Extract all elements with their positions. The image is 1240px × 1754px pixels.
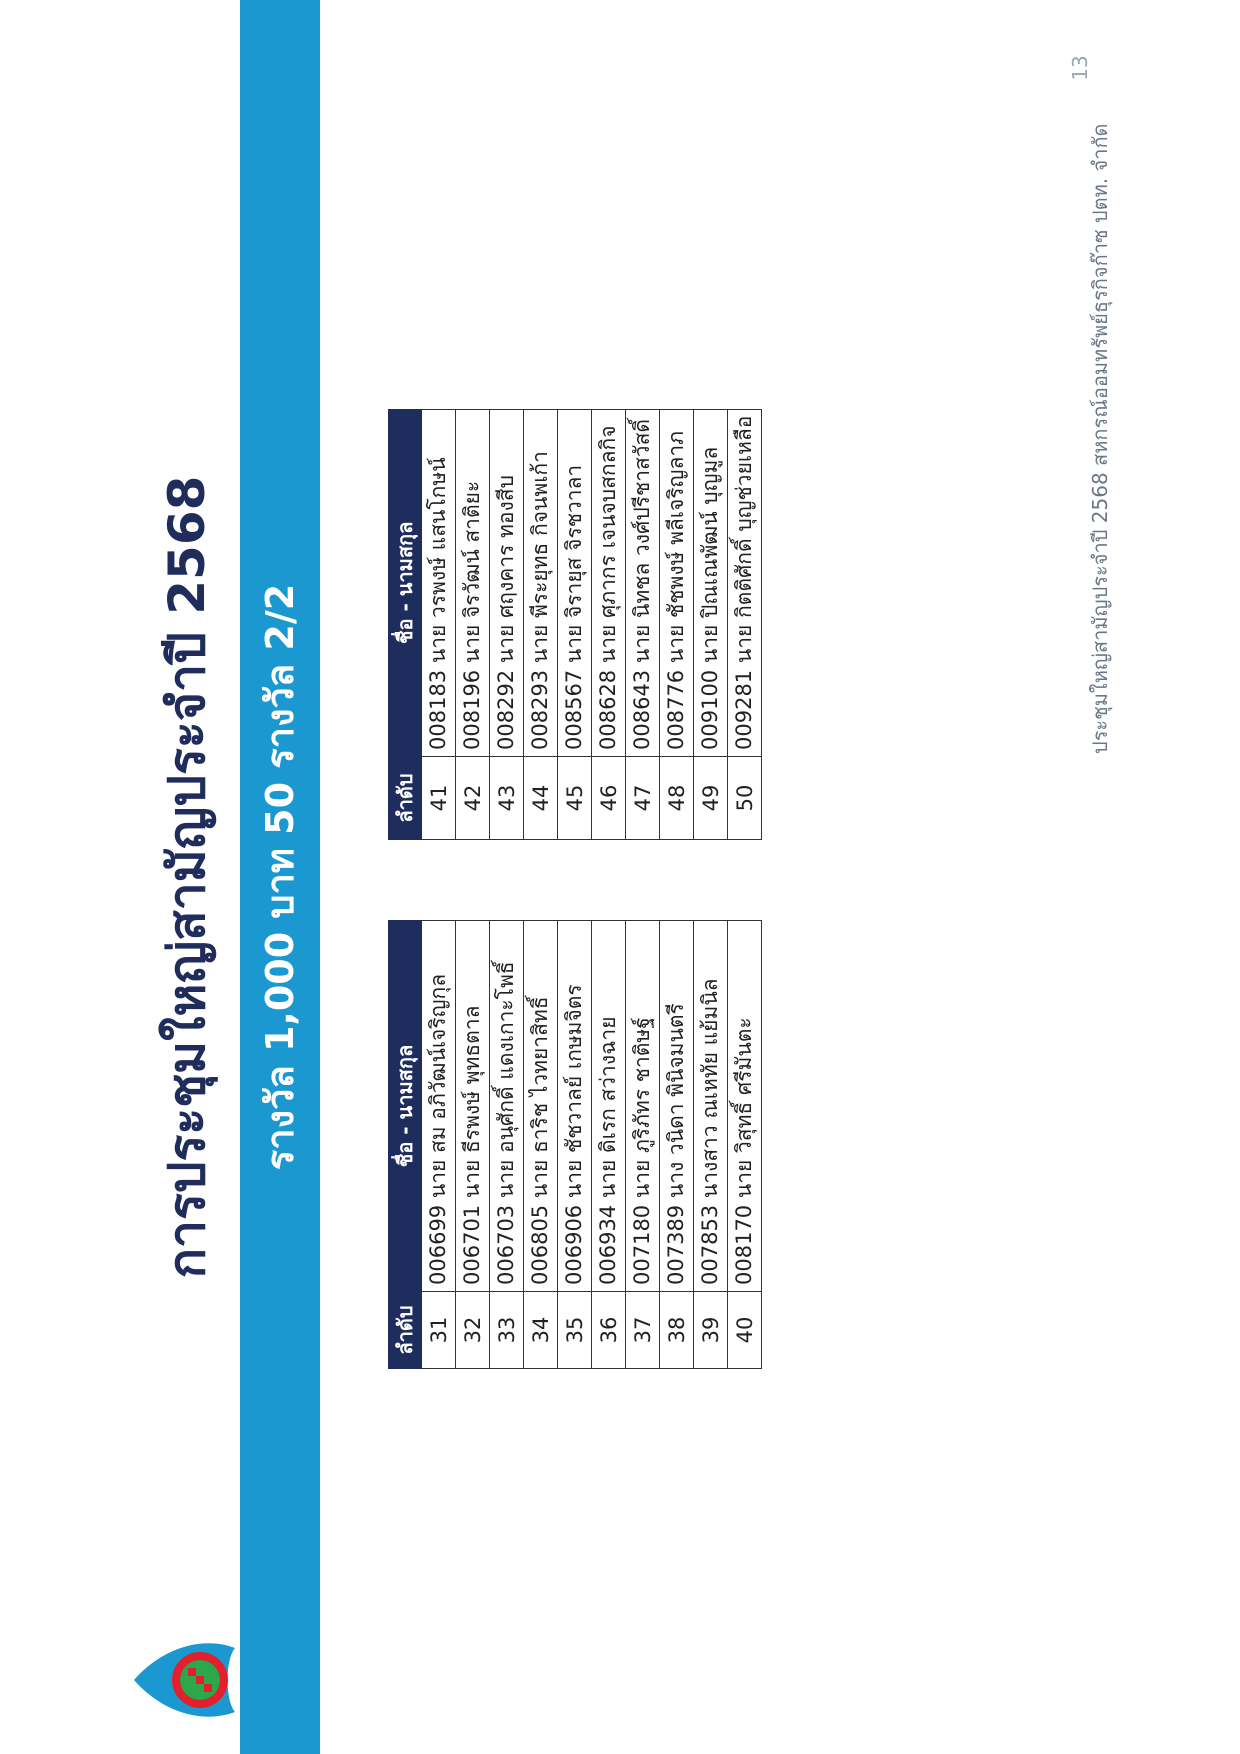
name-cell: 008183 นาย วรพงษ์ แสนโกษน์	[422, 409, 456, 756]
rank-cell: 33	[490, 1292, 524, 1369]
table-row	[558, 409, 592, 839]
name-cell: 008196 นาย จิรวัฒน์ สาติยะ	[456, 409, 490, 756]
col-header-name: ชื่อ - นามสกุล	[389, 921, 422, 1292]
name-cell: 006906 นาย ชัชวาลย์ เกษมจิตร	[558, 921, 592, 1292]
page-number: 13	[1068, 55, 1092, 81]
table-row	[728, 409, 762, 839]
table-row	[626, 409, 660, 839]
rank-cell: 38	[660, 1292, 694, 1369]
name-cell: 008776 นาย ชัชพงษ์ พลีเจริญลาภ	[660, 409, 694, 756]
rank-cell: 49	[694, 757, 728, 840]
col-header-name: ชื่อ - นามสกุล	[389, 409, 422, 756]
name-cell: 006701 นาย ธีรพงษ์ พุทธตาล	[456, 921, 490, 1292]
rank-cell: 44	[524, 757, 558, 840]
rank-cell: 45	[558, 757, 592, 840]
table-row	[456, 409, 490, 839]
name-cell: 008293 นาย พีระยุทธ กิจนพเก้า	[524, 409, 558, 756]
name-cell: 007853 นางสาว ณเหทัย แย้มนิล	[694, 921, 728, 1292]
rank-cell: 42	[456, 757, 490, 840]
table-row	[524, 409, 558, 839]
rank-cell: 39	[694, 1292, 728, 1369]
name-cell: 009100 นาย ปิณเณพัฒน์ บุญมูล	[694, 409, 728, 756]
table-row	[490, 921, 524, 1369]
rank-cell: 46	[592, 757, 626, 840]
name-cell: 006934 นาย ดิเรก สว่างฉาย	[592, 921, 626, 1292]
name-cell: 006699 นาย สม อภิวัฒน์เจริญกุล	[422, 921, 456, 1292]
table-row	[694, 409, 728, 839]
table-row	[490, 409, 524, 839]
table-row	[592, 921, 626, 1369]
footer-text: ประชุมใหญ่สามัญประจำปี 2568 สหกรณ์ออมทรัพย์ธุรกิจก๊าซ ปตท. จำกัด	[1088, 123, 1112, 754]
table-row	[694, 921, 728, 1369]
name-cell: 009281 นาย กิตติศักดิ์ บุญช่วยเหลือ	[728, 409, 762, 756]
col-header-rank: ลำดับ	[389, 1292, 422, 1369]
rank-cell: 31	[422, 1292, 456, 1369]
name-cell: 008567 นาย จิรายุส จิรชวาลา	[558, 409, 592, 756]
table-row	[456, 921, 490, 1369]
page-subtitle: รางวัล 1,000 บาท 50 รางวัล 2/2	[258, 583, 302, 1171]
name-cell: 006703 นาย อนุศักดิ์ แดงเกาะโพธิ์	[490, 921, 524, 1292]
table-row	[660, 409, 694, 839]
table-row	[558, 921, 592, 1369]
name-cell: 007180 นาย ภูริภัทร ชาติษฐ์	[626, 921, 660, 1292]
table-row	[626, 921, 660, 1369]
table-row	[422, 921, 456, 1369]
rank-cell: 47	[626, 757, 660, 840]
winners-table-left	[388, 920, 762, 1369]
rank-cell: 50	[728, 757, 762, 840]
rank-cell: 35	[558, 1292, 592, 1369]
table-row	[660, 921, 694, 1369]
rank-cell: 37	[626, 1292, 660, 1369]
rank-cell: 48	[660, 757, 694, 840]
rank-cell: 34	[524, 1292, 558, 1369]
name-cell: 007389 นาง วนิดา พินิจมนตรี	[660, 921, 694, 1292]
name-cell: 008643 นาย นิทชล วงศ์ปรีชาสวัสดิ์	[626, 409, 660, 756]
rank-cell: 36	[592, 1292, 626, 1369]
rank-cell: 40	[728, 1292, 762, 1369]
winners-table-right	[388, 409, 762, 840]
name-cell: 008170 นาย วิสุทธิ์ ศรีมันตะ	[728, 921, 762, 1292]
table-row	[728, 921, 762, 1369]
rank-cell: 32	[456, 1292, 490, 1369]
name-cell: 008292 นาย ศฤงคาร ทองสีบ	[490, 409, 524, 756]
rank-cell: 41	[422, 757, 456, 840]
name-cell: 008628 นาย ศุภากร เจนจบสกลกิจ	[592, 409, 626, 756]
table-row	[524, 921, 558, 1369]
page-title: การประชุมใหญ่สามัญประจำปี 2568	[158, 475, 216, 1279]
name-cell: 006805 นาย ธาริช ไวทยาสิทธิ์	[524, 921, 558, 1292]
rank-cell: 43	[490, 757, 524, 840]
col-header-rank: ลำดับ	[389, 757, 422, 840]
table-row	[592, 409, 626, 839]
table-row	[422, 409, 456, 839]
